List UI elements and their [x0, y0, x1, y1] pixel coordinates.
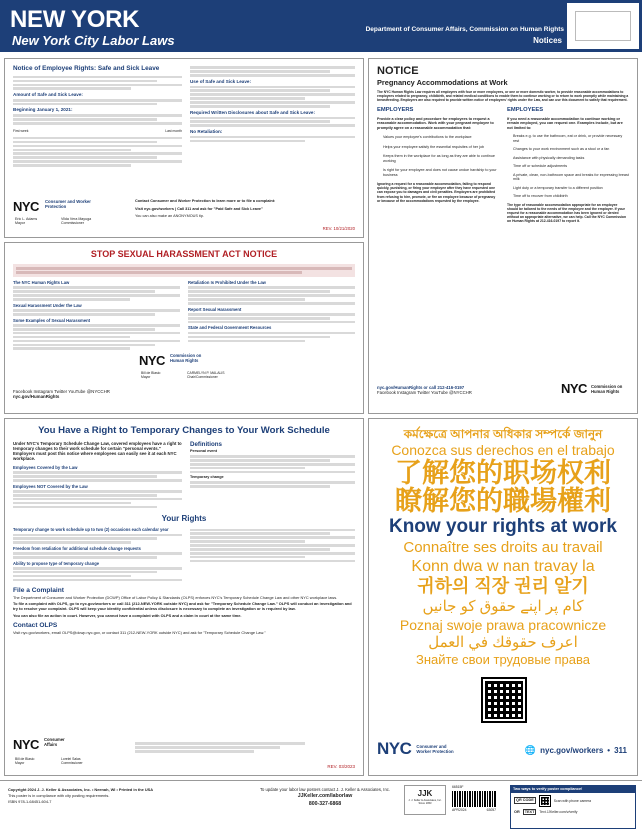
pregnancy-social: Facebook Instagram Twitter YouTube @NYCCHR	[377, 390, 472, 396]
company-since: Since 1953	[418, 801, 432, 805]
report-heading: Report Sexual Harassment	[188, 306, 242, 312]
rights-line-russian: Знайте свои трудовые права	[415, 652, 591, 667]
freedom-heading: Freedom from retaliation for additional schedule change requests	[13, 545, 141, 551]
safe-sick-contact-line: Visit nyc.gov/workers | Call 311 and ask for "Paid Safe and Sick Leave"	[135, 206, 263, 211]
employers-item: Is right for your employee and does not cause undue hardship to your business	[383, 168, 497, 177]
employers-warning: Ignoring a request for a reasonable accommodation, failing to respond quickly, punishing, or firing your employee after they have requested one can expose you to damages and civil penalties. Employers are prohibited from refusing to hire, promote, or fire an employee because of pregnancy or because of the accommodations requested by the employee.	[377, 182, 496, 203]
employees-item: Light duty or a temporary transfer to a different position	[513, 185, 603, 190]
last-week-label: Last month	[165, 128, 182, 133]
employers-item: Values your employee's contributions to the workplace	[383, 135, 472, 140]
nyc-logo: NYC	[561, 381, 587, 396]
rights-heading: Your Rights	[161, 513, 207, 523]
contact-olps-text[interactable]: Visit nyc.gov/workers, email OLPS@dcwp.nyc.gov, or contact 311 (212-NEW-YORK outside NYC) and ask for "Temporary Schedule Change Law."	[13, 629, 266, 635]
rights-line-korean: 귀하의 직장 권리 알기	[417, 576, 589, 597]
employees-item: Assistance with physically demanding tasks	[513, 155, 585, 160]
commissioner-title: Commissioner	[61, 221, 84, 226]
company-name: J. J. Keller & Associates, Inc.	[408, 798, 442, 802]
nyc-law-heading: The NYC Human Rights Law	[13, 280, 70, 286]
mayor-name: Bill de Blasio	[15, 757, 35, 761]
commissioner-title: Chair/Commissioner	[187, 375, 218, 380]
temp-change-panel	[4, 418, 364, 776]
jjkeller-logo: JJK	[417, 789, 433, 798]
rights-line-haitian: Konn dwa w nan travay la	[411, 557, 595, 575]
verify-qr-code[interactable]	[539, 795, 551, 807]
uses-heading: Use of Safe and Sick Leave:	[189, 78, 252, 84]
mayor-name: Eric L. Adams	[15, 217, 38, 221]
know-rights-panel	[368, 418, 638, 776]
pregnancy-contact[interactable]: nyc.gov/HumanRights or call 212-416-0197	[377, 385, 465, 390]
employees-item: Time off to recover from childbirth	[513, 194, 568, 199]
employers-heading: EMPLOYERS	[377, 107, 414, 114]
corner-emblem	[567, 3, 639, 49]
workers-phone: 311	[614, 745, 627, 755]
nyc-logo: NYC	[139, 353, 165, 368]
nyc-logo: NYC	[13, 737, 39, 752]
examples-heading: Some Examples of Sexual Harassment	[13, 317, 91, 323]
state-title: NEW YORK	[10, 6, 140, 33]
know-rights-agency: Consumer and Worker Protection	[416, 744, 454, 755]
code-1: 66515F	[452, 785, 464, 789]
copyright-text: Copyright 2024 J. J. Keller & Associates, Inc. • Neenah, WI • Printed in the USA	[8, 787, 154, 792]
rights-line-spanish: Conozca sus derechos en el trabajo	[391, 441, 615, 458]
employers-item: Helps your employee satisfy the essential requisites of her job	[383, 144, 485, 149]
code-3: 63057	[486, 807, 496, 812]
commissioner-name: CARMELYN P. MALALIS	[187, 371, 225, 375]
harassment-agency: Commission on Human Rights	[169, 353, 202, 364]
isbn-text: ISBN 978-1-68451-604-7	[8, 798, 52, 804]
barcode	[452, 791, 496, 807]
temp-agency: Consumer Affairs	[43, 737, 65, 748]
rights-line-arabic: اعرف حقوقك في العمل	[428, 633, 578, 651]
commissioner-title: Commissioner	[61, 761, 83, 766]
rights-line-english: Know your rights at work	[388, 516, 618, 538]
footer-phone: 800-327-6868	[308, 801, 342, 808]
nyc-logo: NYC	[377, 739, 412, 758]
not-covered-heading: Employees NOT Covered by the Law	[13, 483, 88, 489]
safe-sick-contact-line2: You can also make an ANONYMOUS tip.	[135, 214, 205, 219]
notices-label: Notices	[533, 36, 562, 45]
employees-heading: EMPLOYEES	[507, 107, 544, 114]
request-heading: Temporary change to work schedule up to two (2) occasions each calendar year	[13, 527, 169, 533]
employees-item: Changes to your work environment such as a stool or a fan	[513, 147, 610, 152]
compliance-text: This poster is in compliance with city posting requirements.	[8, 792, 110, 798]
employees-closing: The type of reasonable accommodation appropriate for an employee should be tailored to the needs of the employee and the employer. If your request for a reasonable accommodation has been ignored or denied without an appropriate alternative, we can help. Call the NYC Commission on Human Rights at 212-416-0197 to report it.	[507, 202, 627, 224]
complaint-text-3: You can also file an action in court. However, you cannot have a complaint with OLPS and a claim in court at the same time.	[13, 612, 242, 618]
complaint-text: The Department of Consumer and Worker Protection (DCWP) Office of Labor Policy & Standards (OLPS) enforces NYC's Temporary Schedule Change Law and other NYC workplace laws.	[13, 594, 338, 600]
or-label: OR	[514, 809, 520, 814]
footer-url[interactable]: JJKeller.com/laborlaw	[297, 793, 353, 800]
sh-under-law-heading: Sexual Harassment Under the Law	[13, 302, 82, 308]
complaint-text-2: To file a complaint with OLPS, go to nyc.gov/workers or call 311 (212-NEW-YORK outside NYC) and ask for "Temporary Schedule Change Law." OLPS will conduct an investigation and try to resolve your complaint. OLPS will keep your identity confidential unless disclosure is necessary to complete an investigation or is required by law.	[13, 601, 352, 612]
temp-change-intro: Under NYC's Temporary Schedule Change Law, covered employees have a right to temporary changes to their work schedule for certain "personal events." Employers must post this notice where employees can easily see it at each NYC workplace.	[13, 440, 182, 462]
safe-sick-contact-heading: Contact Consumer and Worker Protection to learn more or to file a complaint:	[135, 199, 276, 203]
mayor-title: Mayor	[141, 375, 151, 380]
scan-text: Scan with phone camera	[553, 798, 592, 803]
employees-item: Time off or schedule adjustments	[513, 164, 568, 169]
nyc-logo: NYC	[13, 199, 39, 214]
schedule-change-heading: Temporary change	[189, 475, 224, 480]
pregnancy-agency: Commission on Human Rights	[590, 383, 623, 394]
social-handles: Facebook Instagram Twitter YouTube @NYCCHR	[13, 389, 110, 394]
text-label: TEXT	[524, 809, 535, 814]
sh-retaliation-heading: Retaliation Is Prohibited Under the Law	[188, 280, 266, 286]
poster-header	[0, 0, 642, 52]
rights-line-urdu: کام پر اپنے حقوق کو جانیں	[422, 598, 584, 616]
commissioner-name: Lorelei Salas	[61, 757, 81, 761]
complaint-heading: File a Complaint	[13, 586, 64, 594]
rights-line-chinese-traditional: 瞭解您的職場權利	[395, 486, 611, 517]
qr-label: QR CODE	[516, 798, 534, 803]
harassment-panel	[4, 242, 364, 414]
safe-sick-title: Notice of Employee Rights: Safe and Sick Leave	[13, 65, 160, 72]
pregnancy-title: Pregnancy Accommodations at Work	[377, 78, 508, 88]
notice-label: NOTICE	[377, 65, 419, 77]
employers-item: Keeps them in the workplace for as long as they are able to continue working	[383, 154, 495, 163]
apply-heading: Ability to propose type of temporary change	[13, 560, 99, 566]
rights-line-bengali: কর্মক্ষেত্রে আপনার অধিকার সম্পর্কে জানুন	[403, 427, 603, 441]
temp-revision: REV. 03/2023	[327, 763, 355, 769]
personal-event-heading: Personal event	[189, 449, 217, 454]
state-resources-heading: State and Federal Government Resources	[188, 325, 272, 331]
first-week-label: First week	[13, 128, 29, 133]
safe-sick-panel	[4, 58, 364, 238]
poster-footer	[0, 780, 642, 834]
pregnancy-intro: The NYC Human Rights Law requires all employers with four or more employees, or one or more domestic worker, to provide reasonable accommodations to employees related to pregnancy, childbirth, and related medical conditions to enable them to continue working or to return to work promptly while maintaining a breastfeeding. Employers are also required to provide written notice of employees' rights under the Law, and can use this document to satisfy that requirement.	[377, 90, 629, 103]
two-ways-heading: Two ways to verify poster compliance!	[511, 786, 635, 793]
harassment-title: STOP SEXUAL HARASSMENT ACT NOTICE	[90, 249, 278, 259]
mayor-title: Mayor	[15, 221, 25, 226]
mayor-name: Bill de Blasio	[141, 371, 161, 375]
pregnancy-panel	[368, 58, 638, 414]
rights-line-chinese-simplified: 了解您的职场权利	[395, 457, 611, 488]
commissioner-name: Vilda Vera Mayuga	[61, 217, 92, 221]
employers-intro: Provide a clear policy and procedure for employees to request a reasonable accommodation. Work with your pregnant employee to promptly agree on a reasonable accommodation that:	[377, 116, 494, 130]
employees-item: Breaks e.g. to use the bathroom, eat or drink, or provide necessary rest	[513, 134, 623, 143]
employees-intro: If you need a reasonable accommodation to continue working or remain employed, you can request one. Examples include, but are not limited to:	[507, 116, 623, 130]
required-heading: Required Written Disclosures about Safe and Sick Leave:	[189, 109, 315, 115]
update-text: To update your labor law posters contact J. J. Keller & Associates, Inc.	[259, 787, 391, 792]
code-2: APR2024	[452, 807, 467, 812]
safe-sick-revision: REV. 10/21/2020	[322, 225, 355, 231]
phone-icon: •	[607, 745, 611, 755]
rights-line-french: Connaître ses droits au travail	[403, 538, 603, 556]
definitions-heading: Definitions	[189, 440, 222, 448]
beginning-heading: Beginning January 1, 2021:	[13, 107, 73, 113]
poster-subtitle: New York City Labor Laws	[12, 33, 175, 48]
temp-change-title: You Have a Right to Temporary Changes to Your Work Schedule	[38, 425, 330, 436]
employees-item: A private, clean, non-bathroom space and breaks for expressing breast milk	[513, 172, 629, 182]
safe-sick-agency: Consumer and Worker Protection	[44, 199, 91, 210]
globe-icon: 🌐	[524, 745, 537, 755]
contact-olps-heading: Contact OLPS	[13, 621, 58, 629]
mayor-title: Mayor	[15, 761, 25, 766]
qr-code[interactable]	[481, 677, 527, 723]
rights-line-polish: Poznaj swoje prawa pracownicze	[399, 616, 607, 633]
human-rights-url[interactable]: nyc.gov/HumanRights	[13, 394, 60, 400]
covered-heading: Employees Covered by the Law	[13, 464, 78, 470]
text-instructions: Text JJKeller.com/v/verify	[539, 809, 578, 814]
amount-heading: Amount of Safe and Sick Leave:	[13, 92, 83, 98]
workers-url[interactable]: nyc.gov/workers	[540, 745, 604, 755]
retaliation-heading: No Retaliation:	[189, 128, 223, 134]
agency-line: Department of Consumer Affairs, Commission on Human Rights	[365, 26, 564, 33]
